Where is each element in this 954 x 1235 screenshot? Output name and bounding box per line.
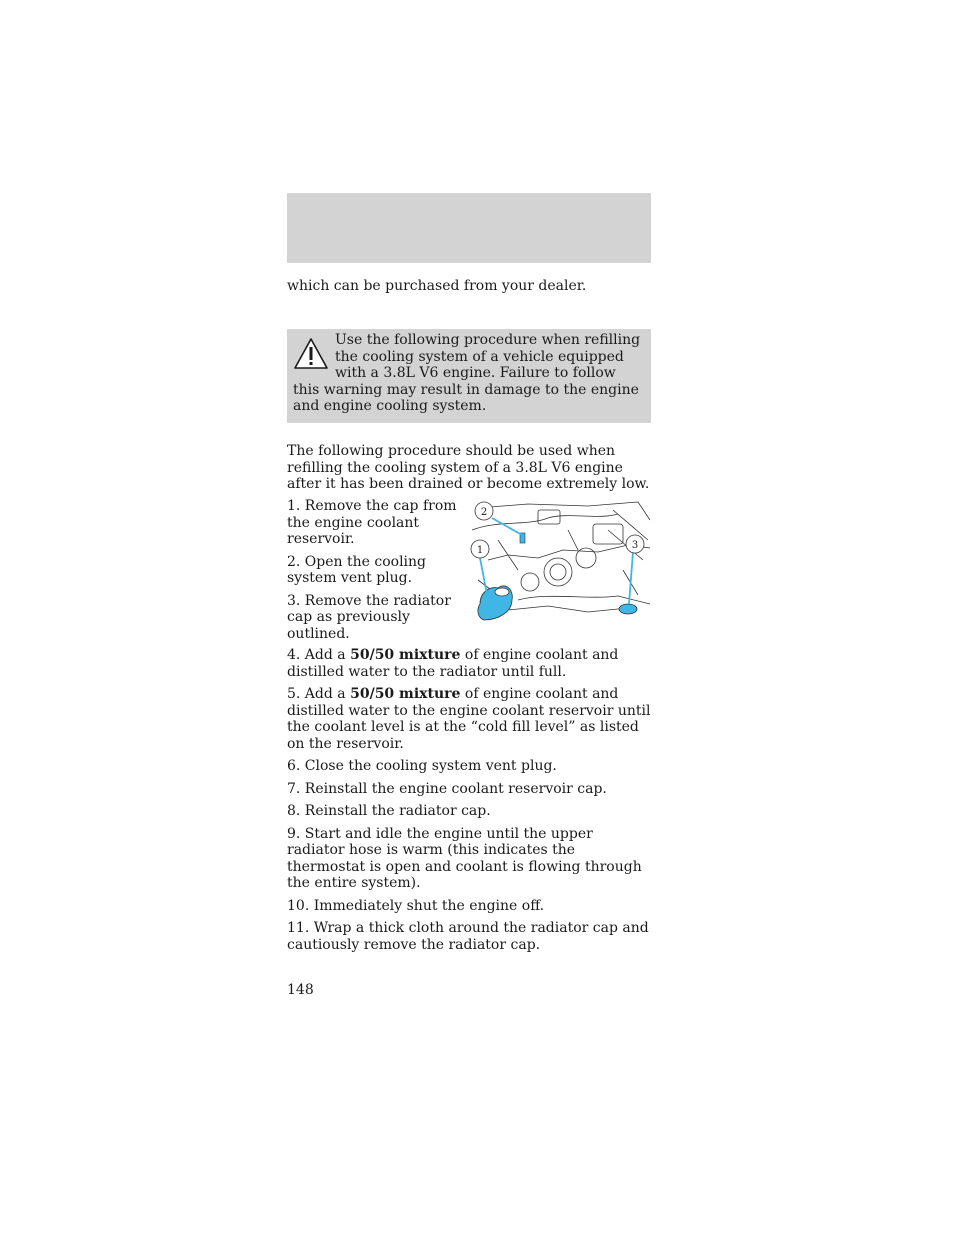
warning-text: Use the following procedure when refilling the cooling system of a vehicle equipped with a 3.8L V6 engine. Failure to follow this warning may result in damage to the engine and engine cooling system. xyxy=(293,332,641,414)
step-7: 7. Reinstall the engine coolant reservoir cap. xyxy=(287,780,607,797)
intro-paragraph: The following procedure should be used when refilling the cooling system of a 3.8L V6 engine after it has been drained or become extremely low. xyxy=(287,443,650,492)
lead-text: which can be purchased from your dealer. xyxy=(287,278,587,294)
warning-triangle-icon xyxy=(293,336,329,372)
warning-box xyxy=(287,329,651,423)
step-1: 1. Remove the cap from the engine coolant reservoir. xyxy=(287,498,457,547)
callout-2: 2 xyxy=(480,507,488,518)
step-11: 11. Wrap a thick cloth around the radiator cap and cautiously remove the radiator cap. xyxy=(287,920,649,953)
step-3: 3. Remove the radiator cap as previously outlined. xyxy=(287,592,451,642)
step-6: 6. Close the cooling system vent plug. xyxy=(287,758,557,774)
step-8: 8. Reinstall the radiator cap. xyxy=(287,803,491,819)
step-10: 10. Immediately shut the engine off. xyxy=(287,897,545,914)
callout-1: 1 xyxy=(476,545,484,556)
callout-3: 3 xyxy=(631,540,639,551)
step-5: 5. Add a 50/50 mixture of engine coolant and distilled water to the engine coolant reservoir until the coolant level is at the “cold fill level” as listed on the reservoir. xyxy=(287,686,651,752)
engine-diagram xyxy=(468,500,651,623)
step-4: 4. Add a 50/50 mixture of engine coolant and distilled water to the radiator until full. xyxy=(287,647,619,680)
page-number: 148 xyxy=(287,982,314,998)
step-2: 2. Open the cooling system vent plug. xyxy=(287,553,427,586)
steps-full-list xyxy=(287,647,651,959)
section-header-band xyxy=(287,193,651,263)
steps-side-list xyxy=(287,498,459,648)
step-9: 9. Start and idle the engine until the upper radiator hose is warm (this indicates the thermostat is open and coolant is flowing through the entire system). xyxy=(287,825,642,891)
